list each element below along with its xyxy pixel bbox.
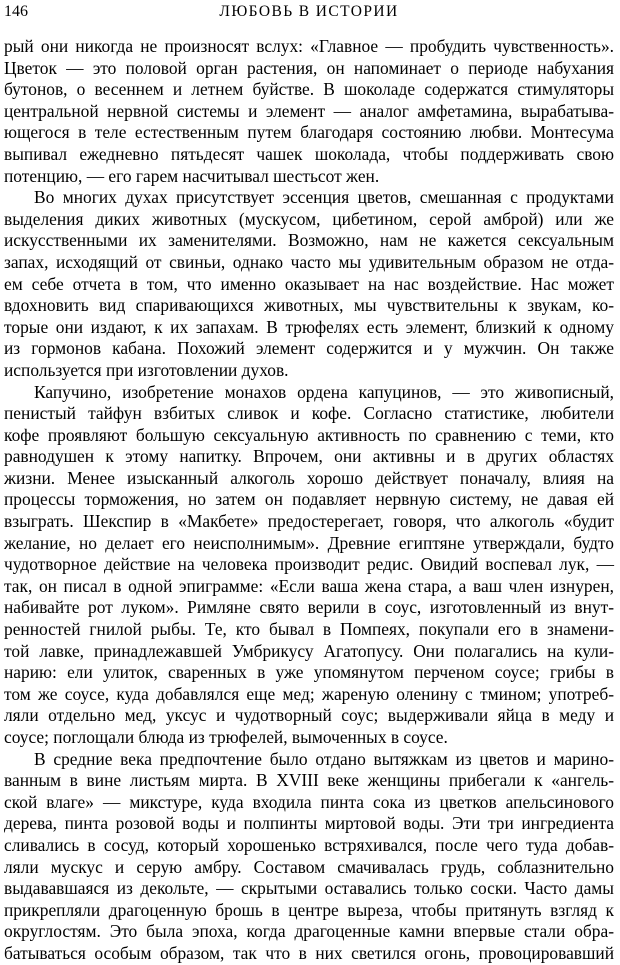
text-line: сливались в сосуд, который хорошенько встряхивался, после чего туда добав-: [4, 834, 614, 855]
text-line: чудотворное действие на человека производит редис. Овидий воспевал лук, —: [4, 554, 614, 575]
text-line: соусе; поглощали блюда из трюфелей, вымоченных в соусе.: [4, 727, 448, 747]
text-line: ющегося в теле естественным путем благодаря состоянию любви. Монтесума: [4, 122, 614, 143]
text-line: нарию: ели улиток, сваренных в уже упомянутом перченом соусе; грибы в: [4, 662, 614, 683]
running-title: ЛЮБОВЬ В ИСТОРИИ: [219, 3, 399, 20]
text-line: процессы торможения, но затем он подавляет нервную систему, не давая ей: [4, 489, 614, 510]
text-line: выделения диких животных (мускусом, цибетином, серой амброй) или же: [4, 208, 614, 229]
text-line: равнодушен к этому напитку. Впрочем, они активны и в других областях: [4, 446, 614, 467]
text-line: выпивал ежедневно пятьдесят чашек шоколада, чтобы поддерживать свою: [4, 143, 614, 164]
text-line: Во многих духах присутствует эссенция цветов, смешанная с продуктами: [34, 187, 614, 208]
text-line: центральной нервной системы и элемент — аналог амфетамина, вырабатыва-: [4, 100, 614, 121]
text-line: округлостям. Это была эпоха, когда драгоценные камни впервые стали обра-: [4, 921, 614, 942]
text-line: потенцию, — его гарем насчитывал шестьсот жен.: [4, 165, 380, 186]
text-line: ляли мускус и серую амбру. Составом смачивалась грудь, соблазнительно: [4, 856, 614, 877]
text-line: бутонов, о весеннем и летнем буйстве. В шоколаде содержатся стимуляторы: [4, 79, 614, 100]
text-line: запах, исходящий от свиньи, однако часто мы удивительным образом не отда-: [4, 251, 614, 272]
text-line: жизни. Менее изысканный алкоголь хорошо действует поначалу, влияя на: [4, 467, 614, 488]
text-line: Капучино, изобретение монахов ордена капуцинов, — это живописный,: [34, 381, 614, 402]
text-line: Цветок — это половой орган растения, он напоминает о периоде набухания: [4, 57, 614, 78]
text-line: В средние века предпочтение было отдано вытяжкам из цветов и марино-: [34, 748, 614, 769]
text-line: желание, но делает его неисполнимым». Древние египтяне утверждали, будто: [4, 532, 614, 553]
text-line: дерева, пинта розовой воды и полпинты миртовой воды. Эти три ингредиента: [4, 813, 614, 834]
page-header: [4, 2, 614, 22]
page-number: 146: [4, 3, 28, 20]
text-line: вдохновить вид спаривающихся животных, мы чувствительны к звукам, ко-: [4, 295, 614, 316]
text-line: искусственными их заменителями. Возможно, нам не кажется сексуальным: [4, 230, 614, 251]
text-line: выдававшаяся из декольте, — скрытыми оставались только соски. Часто дамы: [4, 878, 614, 899]
text-line: набивайте рот луком». Римляне свято верили в соус, изготовленный из внут-: [4, 597, 614, 618]
text-line: ем себе отчета в том, что именно оказывает на нас воздействие. Нас может: [4, 273, 614, 294]
text-line: том же соусе, куда добавлялся еще мед; жареную оленину с тмином; употреб-: [4, 683, 614, 704]
body-text: [4, 36, 614, 965]
text-line: ляли отдельно мед, уксус и чудотворный соус; выдерживали яйца в меду и: [4, 705, 614, 726]
text-line: торые они издают, к их запахам. В трюфелях есть элемент, близкий к одному: [4, 316, 614, 337]
text-line: прикрепляли драгоценную брошь в центре выреза, чтобы притянуть взгляд к: [4, 899, 614, 920]
text-line: той лавке, принадлежавшей Умбрикусу Агатопусу. Они полагались на кули-: [4, 640, 614, 661]
text-line: ванным в вине листьям мирта. В XVIII веке женщины прибегали к «ангель-: [4, 770, 614, 791]
text-line: кофе проявляют большую сексуальную активность по сравнению с теми, кто: [4, 424, 614, 445]
text-line: так, он писал в одной эпиграмме: «Если ваша жена стара, а ваш член изнурен,: [4, 575, 614, 596]
text-line: рый они никогда не произносят вслух: «Главное — пробудить чувственность».: [4, 36, 614, 56]
text-line: используется при изготовлении духов.: [4, 359, 289, 380]
text-line: батываться особым образом, так что в них светился огонь, провоцировавший: [4, 942, 614, 963]
text-line: ренностей гнилой рыбы. Те, кто бывал в Помпеях, покупали его в знамени-: [4, 619, 614, 640]
text-line: ской влаге» — микстуре, куда входила пинта сока из цветков апельсинового: [4, 791, 614, 812]
text-line: взыграть. Шекспир в «Макбете» предостерегает, говоря, что алкоголь «будит: [4, 511, 614, 532]
text-line: пенистый тайфун взбитых сливок и кофе. Согласно статистике, любители: [4, 403, 614, 424]
text-line: из гормонов кабана. Похожий элемент содержится и у мужчин. Он также: [4, 338, 614, 359]
